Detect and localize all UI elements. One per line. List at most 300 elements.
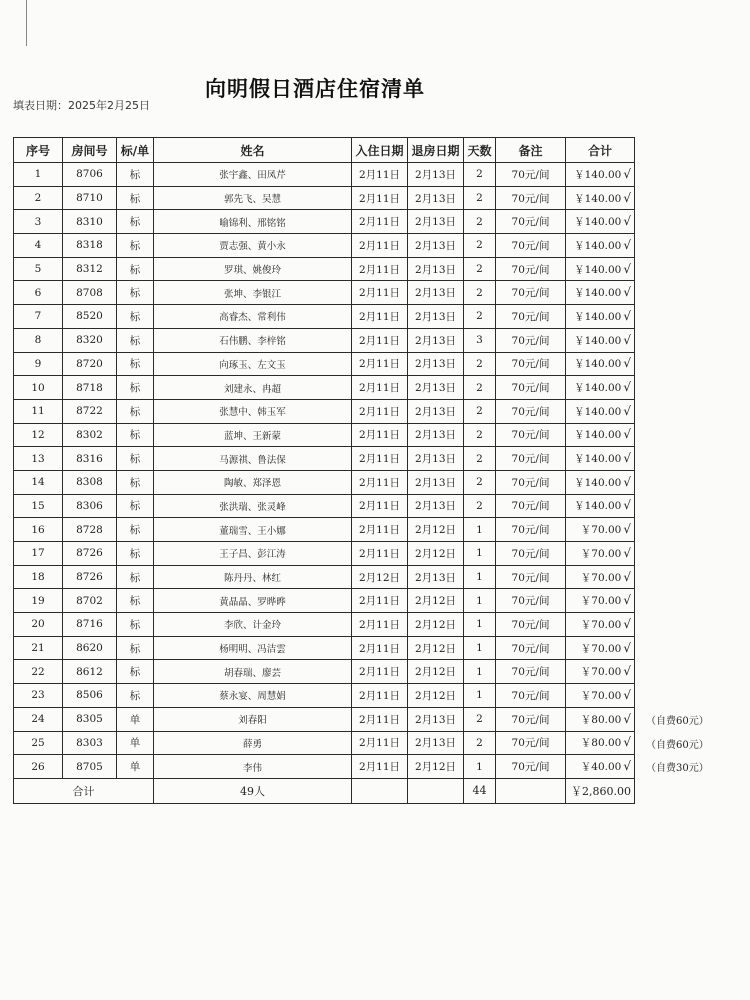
cell-note: 70元/间: [496, 163, 566, 187]
amount-value: ￥140.00: [574, 287, 622, 300]
cell-names: 喻锦利、邢铭铭: [154, 210, 352, 234]
header-no: 序号: [14, 138, 63, 163]
cell-type: 标: [117, 305, 154, 329]
cell-names: 李欣、计金玲: [154, 613, 352, 637]
table-row: [14, 755, 635, 779]
cell-note: 70元/间: [496, 352, 566, 376]
cell-days: 1: [464, 755, 496, 779]
cell-names: 董瑞雪、王小娜: [154, 518, 352, 542]
table-row: [14, 565, 635, 589]
checkmark-icon: √: [623, 285, 631, 300]
cell-note: 70元/间: [496, 257, 566, 281]
cell-days: 2: [464, 423, 496, 447]
total-empty-cell: [408, 778, 464, 803]
cell-checkout: 2月13日: [408, 399, 464, 423]
checkmark-icon: √: [623, 308, 631, 323]
cell-checkout: 2月12日: [408, 684, 464, 708]
cell-room: 8710: [63, 186, 117, 210]
cell-checkout: 2月13日: [408, 328, 464, 352]
checkmark-icon: √: [623, 616, 631, 631]
amount-value: ￥70.00: [580, 689, 622, 702]
cell-checkin: 2月12日: [352, 565, 408, 589]
cell-checkout: 2月13日: [408, 565, 464, 589]
self-pay-note: （自费30元）: [646, 763, 709, 774]
header-names: 姓名: [154, 138, 352, 163]
cell-type: 标: [117, 636, 154, 660]
cell-checkin: 2月11日: [352, 328, 408, 352]
amount-value: ￥140.00: [574, 358, 622, 371]
cell-room: 8705: [63, 755, 117, 779]
amount-value: ￥140.00: [574, 429, 622, 442]
cell-type: 单: [117, 755, 154, 779]
cell-days: 2: [464, 257, 496, 281]
cell-note: 70元/间: [496, 186, 566, 210]
cell-no: 22: [14, 660, 63, 684]
cell-days: 1: [464, 518, 496, 542]
cell-checkin: 2月11日: [352, 447, 408, 471]
cell-type: 标: [117, 257, 154, 281]
checkmark-icon: √: [623, 545, 631, 560]
lodging-table: [13, 137, 635, 804]
cell-note: 70元/间: [496, 755, 566, 779]
cell-days: 1: [464, 660, 496, 684]
cell-names: 向琢玉、左文玉: [154, 352, 352, 376]
table-row: [14, 494, 635, 518]
cell-amount: [566, 210, 635, 234]
table-row: [14, 305, 635, 329]
header-type: 标/单: [117, 138, 154, 163]
checkmark-icon: √: [623, 261, 631, 276]
cell-note: 70元/间: [496, 684, 566, 708]
cell-no: 20: [14, 613, 63, 637]
cell-amount: [566, 589, 635, 613]
cell-room: 8726: [63, 542, 117, 566]
table-row: [14, 470, 635, 494]
cell-no: 14: [14, 470, 63, 494]
checkmark-icon: √: [623, 711, 631, 726]
cell-names: 蔡永宴、周慧娟: [154, 684, 352, 708]
cell-checkout: 2月13日: [408, 210, 464, 234]
cell-note: 70元/间: [496, 376, 566, 400]
cell-note: 70元/间: [496, 281, 566, 305]
cell-type: 单: [117, 707, 154, 731]
table-row: [14, 399, 635, 423]
checkmark-icon: √: [623, 380, 631, 395]
cell-type: 标: [117, 494, 154, 518]
cell-checkin: 2月11日: [352, 470, 408, 494]
cell-days: 2: [464, 376, 496, 400]
cell-type: 标: [117, 518, 154, 542]
checkmark-icon: √: [623, 451, 631, 466]
cell-note: 70元/间: [496, 399, 566, 423]
cell-no: 17: [14, 542, 63, 566]
cell-amount: [566, 494, 635, 518]
cell-checkout: 2月13日: [408, 447, 464, 471]
cell-note: 70元/间: [496, 542, 566, 566]
scan-edge-mark: [26, 0, 27, 46]
cell-no: 1: [14, 163, 63, 187]
cell-names: 黄晶晶、罗晔晔: [154, 589, 352, 613]
cell-type: 标: [117, 328, 154, 352]
cell-room: 8706: [63, 163, 117, 187]
cell-amount: [566, 636, 635, 660]
cell-room: 8320: [63, 328, 117, 352]
cell-room: 8306: [63, 494, 117, 518]
cell-room: 8302: [63, 423, 117, 447]
amount-value: ￥70.00: [580, 595, 622, 608]
cell-type: 标: [117, 210, 154, 234]
cell-note: 70元/间: [496, 660, 566, 684]
cell-names: 张坤、李银江: [154, 281, 352, 305]
amount-value: ￥70.00: [580, 571, 622, 584]
amount-value: ￥70.00: [580, 642, 622, 655]
cell-no: 2: [14, 186, 63, 210]
cell-days: 1: [464, 565, 496, 589]
cell-names: 罗琪、姚俊玲: [154, 257, 352, 281]
cell-checkin: 2月11日: [352, 684, 408, 708]
cell-type: 标: [117, 352, 154, 376]
cell-no: 25: [14, 731, 63, 755]
cell-no: 5: [14, 257, 63, 281]
table-row: [14, 707, 635, 731]
table-row: [14, 542, 635, 566]
cell-room: 8318: [63, 234, 117, 258]
cell-days: 2: [464, 447, 496, 471]
checkmark-icon: √: [623, 687, 631, 702]
amount-value: ￥80.00: [580, 713, 622, 726]
cell-room: 8702: [63, 589, 117, 613]
cell-amount: [566, 470, 635, 494]
amount-value: ￥70.00: [580, 666, 622, 679]
cell-names: 陈丹丹、林红: [154, 565, 352, 589]
amount-value: ￥140.00: [574, 168, 622, 181]
amount-value: ￥70.00: [580, 524, 622, 537]
cell-checkin: 2月11日: [352, 660, 408, 684]
cell-amount: [566, 707, 635, 731]
checkmark-icon: √: [623, 190, 631, 205]
cell-names: 王子昌、彭江涛: [154, 542, 352, 566]
cell-no: 21: [14, 636, 63, 660]
cell-checkout: 2月13日: [408, 494, 464, 518]
cell-note: 70元/间: [496, 636, 566, 660]
fill-date: 填表日期：2025年2月25日: [13, 99, 150, 112]
table-header-row: [14, 138, 635, 163]
cell-names: 张洪瑞、张灵峰: [154, 494, 352, 518]
cell-note: 70元/间: [496, 423, 566, 447]
amount-value: ￥140.00: [574, 216, 622, 229]
cell-checkout: 2月13日: [408, 707, 464, 731]
cell-amount: [566, 755, 635, 779]
total-people: 49人: [154, 778, 352, 803]
cell-no: 19: [14, 589, 63, 613]
cell-checkout: 2月13日: [408, 281, 464, 305]
checkmark-icon: √: [623, 593, 631, 608]
cell-checkin: 2月11日: [352, 399, 408, 423]
cell-no: 7: [14, 305, 63, 329]
cell-days: 2: [464, 234, 496, 258]
cell-amount: [566, 257, 635, 281]
amount-value: ￥140.00: [574, 382, 622, 395]
table-row: [14, 163, 635, 187]
cell-no: 6: [14, 281, 63, 305]
checkmark-icon: √: [623, 640, 631, 655]
cell-checkout: 2月13日: [408, 234, 464, 258]
table-row: [14, 589, 635, 613]
checkmark-icon: √: [623, 214, 631, 229]
amount-value: ￥140.00: [574, 310, 622, 323]
cell-room: 8620: [63, 636, 117, 660]
cell-days: 1: [464, 684, 496, 708]
cell-type: 标: [117, 186, 154, 210]
cell-amount: [566, 234, 635, 258]
cell-days: 2: [464, 470, 496, 494]
cell-amount: [566, 447, 635, 471]
cell-days: 3: [464, 328, 496, 352]
cell-checkin: 2月11日: [352, 234, 408, 258]
cell-checkout: 2月12日: [408, 518, 464, 542]
cell-names: 胡春瑞、廖芸: [154, 660, 352, 684]
cell-checkout: 2月12日: [408, 542, 464, 566]
cell-amount: [566, 731, 635, 755]
cell-checkin: 2月11日: [352, 186, 408, 210]
cell-days: 2: [464, 210, 496, 234]
checkmark-icon: √: [623, 237, 631, 252]
amount-value: ￥70.00: [580, 618, 622, 631]
cell-days: 1: [464, 589, 496, 613]
amount-value: ￥140.00: [574, 476, 622, 489]
cell-checkin: 2月11日: [352, 613, 408, 637]
self-pay-note: （自费60元）: [646, 716, 709, 727]
cell-room: 8718: [63, 376, 117, 400]
cell-checkin: 2月11日: [352, 542, 408, 566]
cell-days: 1: [464, 542, 496, 566]
header-note: 备注: [496, 138, 566, 163]
total-amount: ￥2,860.00: [566, 778, 635, 803]
cell-days: 2: [464, 305, 496, 329]
amount-value: ￥140.00: [574, 239, 622, 252]
checkmark-icon: √: [623, 427, 631, 442]
amount-value: ￥140.00: [574, 405, 622, 418]
cell-amount: [566, 281, 635, 305]
cell-type: 标: [117, 589, 154, 613]
cell-no: 4: [14, 234, 63, 258]
cell-type: 标: [117, 660, 154, 684]
cell-note: 70元/间: [496, 707, 566, 731]
cell-amount: [566, 186, 635, 210]
amount-value: ￥140.00: [574, 334, 622, 347]
cell-days: 2: [464, 399, 496, 423]
cell-names: 刘春阳: [154, 707, 352, 731]
table-row: [14, 447, 635, 471]
checkmark-icon: √: [623, 166, 631, 181]
cell-amount: [566, 518, 635, 542]
cell-names: 石伟鹏、李梓铭: [154, 328, 352, 352]
total-empty-cell: [496, 778, 566, 803]
amount-value: ￥140.00: [574, 453, 622, 466]
total-empty-cell: [352, 778, 408, 803]
cell-checkout: 2月13日: [408, 376, 464, 400]
cell-checkin: 2月11日: [352, 210, 408, 234]
cell-no: 23: [14, 684, 63, 708]
amount-value: ￥140.00: [574, 192, 622, 205]
cell-amount: [566, 423, 635, 447]
cell-names: 李伟: [154, 755, 352, 779]
cell-note: 70元/间: [496, 305, 566, 329]
checkmark-icon: √: [623, 664, 631, 679]
table-row: [14, 636, 635, 660]
cell-note: 70元/间: [496, 328, 566, 352]
total-label: 合计: [14, 778, 154, 803]
cell-note: 70元/间: [496, 565, 566, 589]
cell-checkin: 2月11日: [352, 257, 408, 281]
cell-amount: [566, 660, 635, 684]
checkmark-icon: √: [623, 356, 631, 371]
cell-checkin: 2月11日: [352, 755, 408, 779]
cell-names: 郭先飞、吴慧: [154, 186, 352, 210]
table-row: [14, 257, 635, 281]
cell-checkout: 2月13日: [408, 305, 464, 329]
header-amount: 合计: [566, 138, 635, 163]
table-row: [14, 731, 635, 755]
cell-note: 70元/间: [496, 210, 566, 234]
cell-checkout: 2月12日: [408, 636, 464, 660]
cell-room: 8728: [63, 518, 117, 542]
checkmark-icon: √: [623, 403, 631, 418]
cell-names: 马源祺、鲁法保: [154, 447, 352, 471]
checkmark-icon: √: [623, 332, 631, 347]
amount-value: ￥70.00: [580, 547, 622, 560]
cell-checkout: 2月12日: [408, 613, 464, 637]
cell-checkin: 2月11日: [352, 707, 408, 731]
cell-no: 10: [14, 376, 63, 400]
cell-type: 标: [117, 565, 154, 589]
cell-room: 8310: [63, 210, 117, 234]
cell-names: 贾志强、黄小永: [154, 234, 352, 258]
cell-checkout: 2月13日: [408, 423, 464, 447]
cell-checkin: 2月11日: [352, 423, 408, 447]
cell-note: 70元/间: [496, 613, 566, 637]
cell-room: 8708: [63, 281, 117, 305]
cell-days: 2: [464, 731, 496, 755]
cell-room: 8308: [63, 470, 117, 494]
cell-no: 26: [14, 755, 63, 779]
cell-checkin: 2月11日: [352, 589, 408, 613]
cell-checkin: 2月11日: [352, 281, 408, 305]
cell-checkin: 2月11日: [352, 305, 408, 329]
checkmark-icon: √: [623, 735, 631, 750]
cell-checkin: 2月11日: [352, 494, 408, 518]
cell-room: 8612: [63, 660, 117, 684]
cell-amount: [566, 565, 635, 589]
cell-days: 2: [464, 494, 496, 518]
cell-type: 标: [117, 542, 154, 566]
header-days: 天数: [464, 138, 496, 163]
cell-type: 标: [117, 613, 154, 637]
cell-type: 标: [117, 234, 154, 258]
cell-checkout: 2月12日: [408, 589, 464, 613]
cell-checkout: 2月13日: [408, 731, 464, 755]
table-row: [14, 186, 635, 210]
cell-checkout: 2月13日: [408, 257, 464, 281]
cell-no: 3: [14, 210, 63, 234]
checkmark-icon: √: [623, 498, 631, 513]
table-row: [14, 210, 635, 234]
checkmark-icon: √: [623, 522, 631, 537]
cell-days: 2: [464, 352, 496, 376]
cell-checkin: 2月11日: [352, 731, 408, 755]
cell-no: 11: [14, 399, 63, 423]
cell-room: 8506: [63, 684, 117, 708]
cell-amount: [566, 542, 635, 566]
cell-checkin: 2月11日: [352, 163, 408, 187]
cell-days: 2: [464, 707, 496, 731]
cell-room: 8722: [63, 399, 117, 423]
cell-amount: [566, 305, 635, 329]
cell-room: 8316: [63, 447, 117, 471]
cell-amount: [566, 613, 635, 637]
cell-type: 标: [117, 163, 154, 187]
cell-no: 8: [14, 328, 63, 352]
cell-room: 8312: [63, 257, 117, 281]
table-row: [14, 423, 635, 447]
table-body: [14, 163, 635, 779]
cell-days: 1: [464, 613, 496, 637]
table-row: [14, 234, 635, 258]
cell-names: 张慧中、韩玉军: [154, 399, 352, 423]
cell-no: 13: [14, 447, 63, 471]
cell-no: 9: [14, 352, 63, 376]
cell-note: 70元/间: [496, 234, 566, 258]
checkmark-icon: √: [623, 759, 631, 774]
cell-amount: [566, 163, 635, 187]
cell-note: 70元/间: [496, 470, 566, 494]
cell-note: 70元/间: [496, 589, 566, 613]
amount-value: ￥140.00: [574, 500, 622, 513]
cell-type: 标: [117, 423, 154, 447]
cell-checkin: 2月11日: [352, 636, 408, 660]
cell-names: 蓝坤、王新蒙: [154, 423, 352, 447]
table-row: [14, 518, 635, 542]
cell-no: 24: [14, 707, 63, 731]
table-row: [14, 613, 635, 637]
cell-room: 8305: [63, 707, 117, 731]
header-checkout: 退房日期: [408, 138, 464, 163]
cell-room: 8303: [63, 731, 117, 755]
cell-checkout: 2月12日: [408, 660, 464, 684]
cell-checkin: 2月11日: [352, 376, 408, 400]
checkmark-icon: √: [623, 474, 631, 489]
cell-room: 8720: [63, 352, 117, 376]
table-row: [14, 660, 635, 684]
total-days: 44: [464, 778, 496, 803]
cell-no: 16: [14, 518, 63, 542]
cell-checkin: 2月11日: [352, 352, 408, 376]
cell-days: 2: [464, 281, 496, 305]
cell-note: 70元/间: [496, 494, 566, 518]
cell-checkout: 2月13日: [408, 186, 464, 210]
cell-names: 张宇鑫、田凤芹: [154, 163, 352, 187]
cell-type: 标: [117, 281, 154, 305]
cell-amount: [566, 399, 635, 423]
cell-names: 刘建永、冉超: [154, 376, 352, 400]
amount-value: ￥140.00: [574, 263, 622, 276]
cell-names: 陶敏、郑泽恩: [154, 470, 352, 494]
table-row: [14, 684, 635, 708]
self-pay-note: （自费60元）: [646, 740, 709, 751]
cell-checkout: 2月13日: [408, 163, 464, 187]
amount-value: ￥80.00: [580, 737, 622, 750]
cell-amount: [566, 352, 635, 376]
